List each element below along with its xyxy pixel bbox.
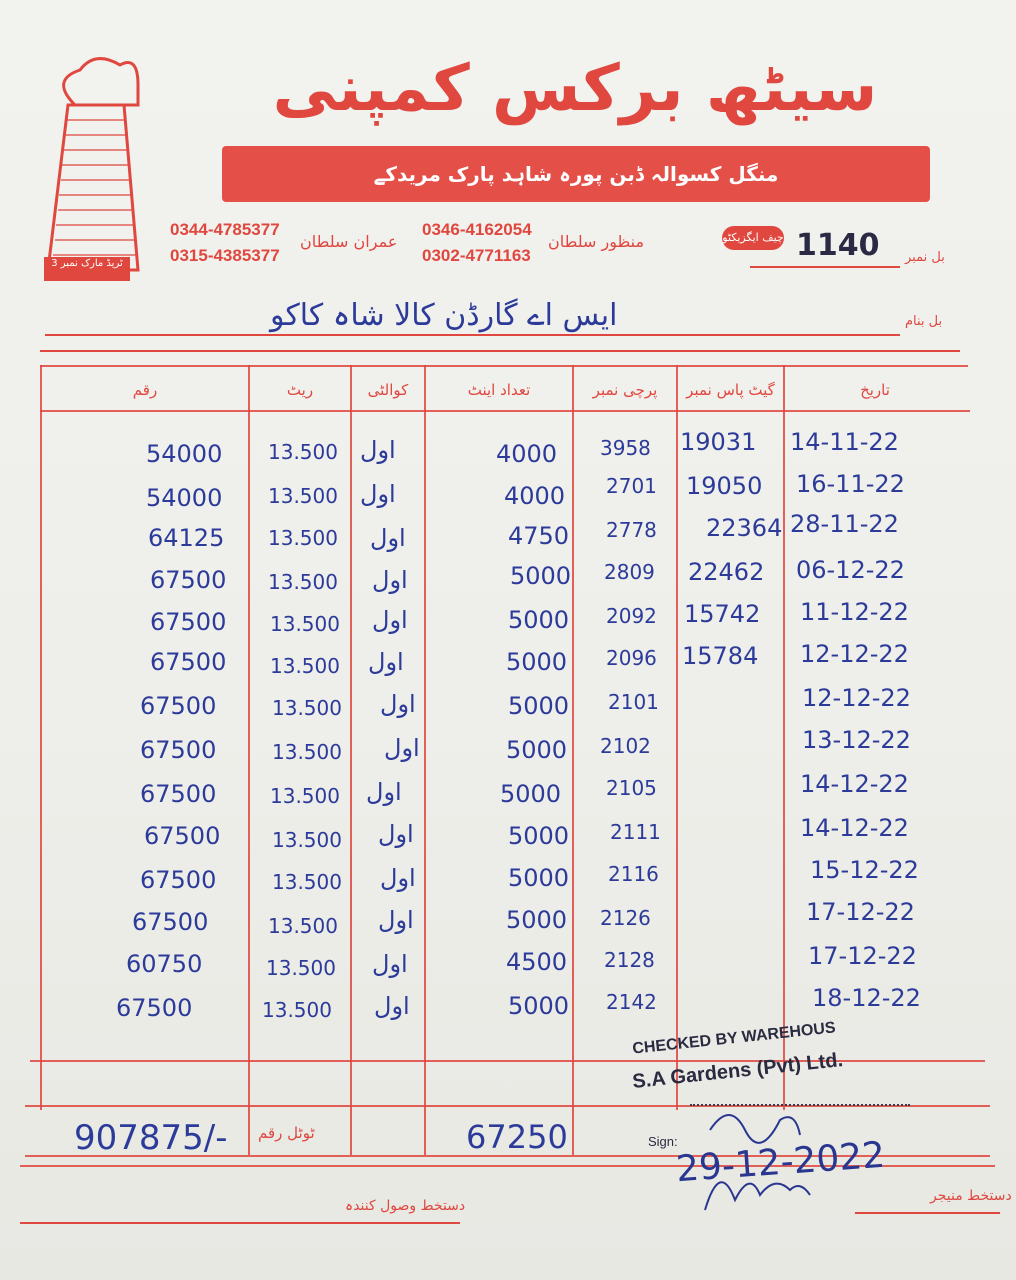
bill-to-label: بل بنام [905,314,943,329]
cell-count: 5000 [508,606,570,634]
col-header-date: تاریخ [860,381,890,399]
cell-slip: 2092 [606,604,657,628]
cell-gate-pass: 22364 [706,514,783,542]
receiver-sign-line [20,1222,460,1224]
cell-quality: اول [384,734,420,762]
cell-rate: 13.500 [270,654,340,678]
cell-date: 28-11-22 [790,510,899,538]
cell-gate-pass: 15742 [684,600,761,628]
address-bar: منگل کسوالہ ڈبن پورہ شاہد پارک مریدکے [222,146,930,202]
bill-number-line [750,266,900,268]
cell-date: 17-12-22 [808,942,917,970]
cell-count: 5000 [508,822,570,850]
chief-executive-badge: چیف ایگزیکٹو [722,226,784,250]
cell-rate: 13.500 [272,828,342,852]
cell-slip: 2105 [606,776,657,800]
cell-quality: اول [368,648,404,676]
cell-date: 15-12-22 [810,856,919,884]
chimney-logo [20,45,140,290]
cell-amount: 60750 [126,950,203,978]
cell-slip: 2126 [600,906,651,930]
col-header-slip-number: پرچی نمبر [592,381,658,399]
col-header-rate: ریٹ [286,381,314,399]
cell-rate: 13.500 [262,998,332,1022]
cell-slip: 2128 [604,948,655,972]
cell-slip: 2102 [600,734,651,758]
cell-date: 11-12-22 [800,598,909,626]
signature-image [700,1100,820,1220]
manager-sign-label: دستخط منیجر [930,1188,1012,1204]
cell-count: 4000 [496,440,558,468]
cell-amount: 67500 [144,822,221,850]
total-label: ٹوٹل رقم [258,1124,315,1142]
cell-quality: اول [378,906,414,934]
col-header-amount: رقم [132,381,158,399]
cell-rate: 13.500 [266,956,336,980]
cell-count: 5000 [500,780,562,808]
cell-slip: 2778 [606,518,657,542]
phone-4: 0302-4771163 [422,246,531,265]
cell-rate: 13.500 [272,740,342,764]
cell-amount: 67500 [132,908,209,936]
cell-amount: 54000 [146,484,223,512]
cell-rate: 13.500 [272,696,342,720]
cell-gate-pass: 19031 [680,428,757,456]
cell-rate: 13.500 [270,612,340,636]
cell-count: 5000 [508,692,570,720]
col-header-brick-count: تعداد اینٹ [467,381,531,399]
cell-date: 18-12-22 [812,984,921,1012]
receiver-sign-label: دستخط وصول کنندہ [345,1198,466,1214]
cell-count: 5000 [506,906,568,934]
company-title: سیٹھ برکس کمپنی [272,52,878,126]
cell-amount: 67500 [150,608,227,636]
stamp-company: S.A Gardens (Pvt) Ltd. [631,1049,845,1093]
cell-count: 5000 [506,648,568,676]
manager-sign-line [855,1212,1000,1214]
phone-3: 0346-4162054 [422,220,532,239]
cell-amount: 67500 [140,780,217,808]
cell-rate: 13.500 [268,570,338,594]
cell-count: 5000 [508,992,570,1020]
cell-amount: 67500 [140,736,217,764]
contact-name-2: منظور سلطان [548,232,645,251]
bill-to-value: ایس اے گارڈن کالا شاہ کاکو [270,298,618,333]
cell-slip: 2101 [608,690,659,714]
cell-rate: 13.500 [268,440,338,464]
cell-quality: اول [372,950,408,978]
cell-date: 14-12-22 [800,814,909,842]
cell-date: 13-12-22 [802,726,911,754]
cell-rate: 13.500 [272,870,342,894]
cell-quality: اول [366,778,402,806]
cell-amount: 67500 [150,648,227,676]
cell-gate-pass: 15784 [682,642,759,670]
total-amount: 907875/- [74,1118,228,1158]
cell-count: 5000 [508,864,570,892]
cell-amount: 67500 [116,994,193,1022]
cell-slip: 2111 [610,820,661,844]
cell-date: 06-12-22 [796,556,905,584]
bill-to-line-2 [40,350,960,352]
cell-slip: 3958 [600,436,651,460]
stamp-date: 29-12-2022 [674,1134,887,1191]
cell-date: 16-11-22 [796,470,905,498]
bill-number-label: بل نمبر [905,250,945,265]
cell-quality: اول [372,566,408,594]
cell-slip: 2142 [606,990,657,1014]
cell-quality: اول [374,992,410,1020]
cell-amount: 54000 [146,440,223,468]
cell-quality: اول [370,524,406,552]
cell-rate: 13.500 [268,484,338,508]
stamp-sign-label: Sign: [648,1134,678,1149]
col-header-gate-pass: گیٹ پاس نمبر [686,381,775,399]
cell-amount: 64125 [148,524,225,552]
cell-quality: اول [380,864,416,892]
cell-quality: اول [378,820,414,848]
cell-rate: 13.500 [270,784,340,808]
cell-date: 17-12-22 [806,898,915,926]
col-header-quality: کوالٹی [367,381,409,399]
phone-2: 0315-4385377 [170,246,280,265]
cell-rate: 13.500 [268,526,338,550]
cell-date: 12-12-22 [800,640,909,668]
cell-count: 4500 [506,948,568,976]
bill-number-value: 1140 [796,228,880,263]
cell-date: 14-11-22 [790,428,899,456]
cell-count: 5000 [510,562,572,590]
cell-gate-pass: 22462 [688,558,765,586]
cell-quality: اول [372,606,408,634]
cell-date: 12-12-22 [802,684,911,712]
cell-count: 4000 [504,482,566,510]
cell-quality: اول [360,480,396,508]
cell-quality: اول [360,436,396,464]
cell-count: 4750 [508,522,570,550]
cell-slip: 2809 [604,560,655,584]
total-count: 67250 [466,1118,568,1156]
cell-slip: 2096 [606,646,657,670]
cell-amount: 67500 [150,566,227,594]
cell-slip: 2701 [606,474,657,498]
trademark-label: ٹریڈ مارک نمبر 3 [51,258,123,269]
stamp-checked: CHECKED BY WAREHOUS [631,1019,837,1058]
cell-slip: 2116 [608,862,659,886]
cell-date: 14-12-22 [800,770,909,798]
phone-1: 0344-4785377 [170,220,280,239]
cell-rate: 13.500 [268,914,338,938]
contact-name-1: عمران سلطان [300,232,398,251]
cell-count: 5000 [506,736,568,764]
cell-amount: 67500 [140,866,217,894]
cell-amount: 67500 [140,692,217,720]
cell-gate-pass: 19050 [686,472,763,500]
bill-to-line [45,334,900,336]
cell-quality: اول [380,690,416,718]
